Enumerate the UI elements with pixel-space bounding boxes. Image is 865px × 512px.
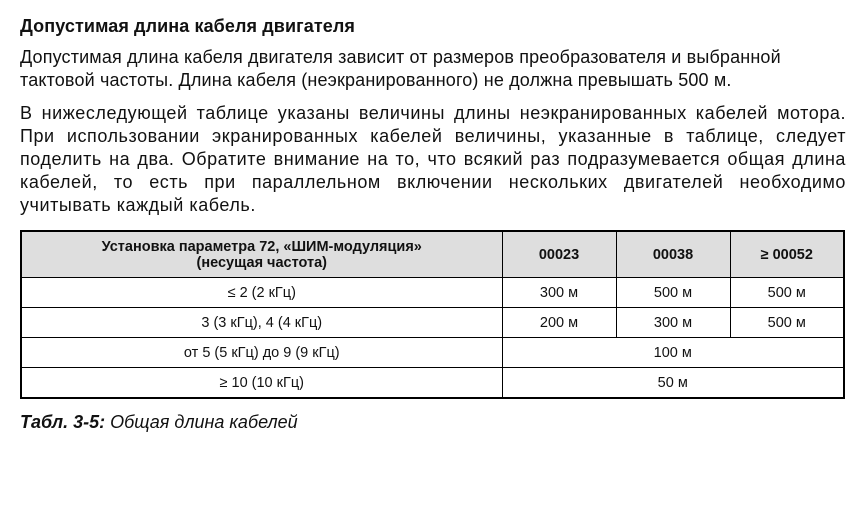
- table-caption: [20, 411, 846, 433]
- cell-value-merged: 100 м: [502, 338, 844, 368]
- table-description-paragraph: В нижеследующей таблице указаны величины длины неэкранированных кабелей мотора. При использовании экранированных кабелей величины, указанные в таблице, следует поделить на два. Обратите внимание на то, что всякий раз подразумевается общая длина кабелей, то есть при параллельном включении нескольких двигателей необходимо учитывать каждый кабель.: [20, 103, 846, 215]
- table-row: [21, 308, 844, 338]
- param-column-header: [21, 231, 502, 278]
- column-header-00038: 00038: [616, 231, 730, 278]
- caption-label: Табл. 3-5:: [20, 412, 106, 432]
- row-label: от 5 (5 кГц) до 9 (9 кГц): [21, 338, 502, 368]
- column-header-00023: 00023: [502, 231, 616, 278]
- table-row: [21, 278, 844, 308]
- cable-length-table: [20, 230, 845, 399]
- document-page: [20, 14, 846, 433]
- table-header-row: [21, 231, 844, 278]
- column-header-00052: ≥ 00052: [730, 231, 844, 278]
- row-label: 3 (3 кГц), 4 (4 кГц): [21, 308, 502, 338]
- table-row: [21, 338, 844, 368]
- cell-value: 300 м: [616, 308, 730, 338]
- section-heading: Допустимая длина кабеля двигателя: [20, 16, 355, 36]
- cell-value: 300 м: [502, 278, 616, 308]
- cell-value: 500 м: [730, 278, 844, 308]
- intro-paragraph: Допустимая длина кабеля двигателя зависит от размеров преобразователя и выбранной тактовой частоты. Длина кабеля (неэкранированного) не должна превышать 500 м.: [20, 47, 781, 90]
- table-row: [21, 368, 844, 399]
- cell-value-merged: 50 м: [502, 368, 844, 399]
- cell-value: 500 м: [730, 308, 844, 338]
- row-label: ≥ 10 (10 кГц): [21, 368, 502, 399]
- cell-value: 200 м: [502, 308, 616, 338]
- cell-value: 500 м: [616, 278, 730, 308]
- param-header-line2: (несущая частота): [196, 254, 327, 271]
- caption-text: Общая длина кабелей: [105, 412, 298, 432]
- row-label: ≤ 2 (2 кГц): [21, 278, 502, 308]
- param-header-line1: Установка параметра 72, «ШИМ-модуляция»: [101, 238, 422, 255]
